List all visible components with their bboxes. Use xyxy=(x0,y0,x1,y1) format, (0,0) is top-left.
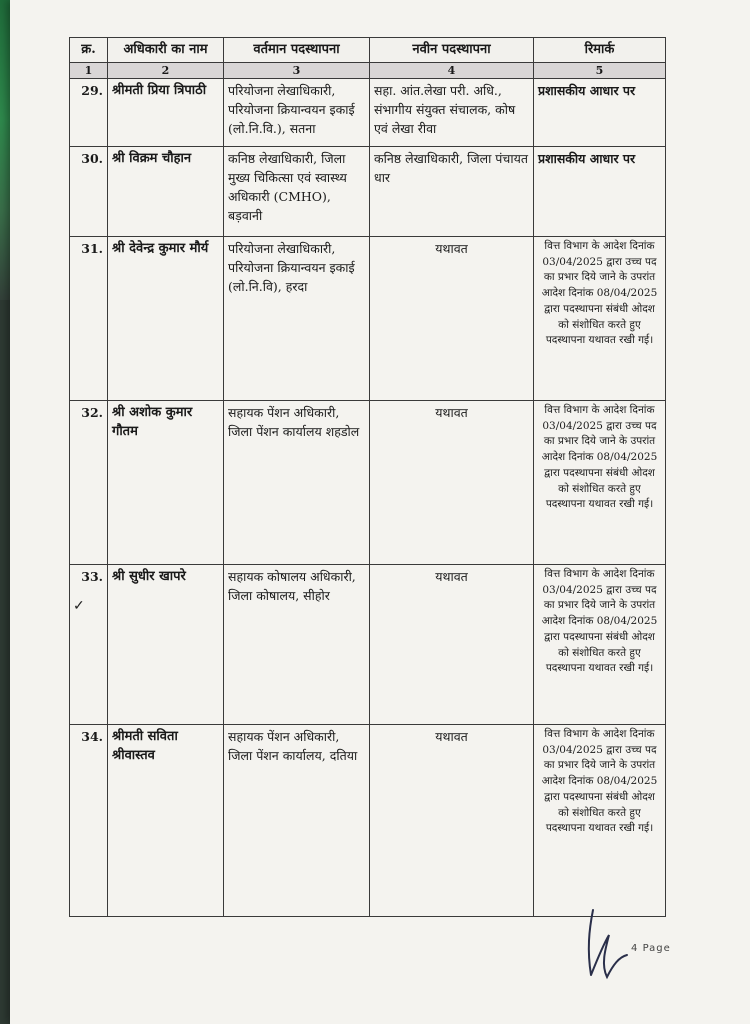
remark: वित्त विभाग के आदेश दिनांक 03/04/2025 द्वारा उच्च पद का प्रभार दिये जाने के उपरांत आदेश दिनांक 08/04/2025 द्वारा पदस्थापना संबंधी ओदश को संशोधित करते हुए पदस्थापना यथावत रखी गई। xyxy=(534,725,666,917)
new-posting: सहा. आंत.लेखा परी. अधि., संभागीय संयुक्त संचालक, कोष एवं लेखा रीवा xyxy=(370,79,534,147)
handwritten-signature xyxy=(583,905,633,985)
officer-name: श्री अशोक कुमार गौतम xyxy=(108,401,224,565)
new-posting: यथावत xyxy=(370,725,534,917)
column-number: 3 xyxy=(224,63,370,79)
header-row xyxy=(70,38,666,63)
current-posting: कनिष्ठ लेखाधिकारी, जिला मुख्य चिकित्सा एवं स्वास्थ्य अधिकारी (CMHO), बड़वानी xyxy=(224,147,370,237)
new-posting: यथावत xyxy=(370,401,534,565)
column-number: 2 xyxy=(108,63,224,79)
remark: वित्त विभाग के आदेश दिनांक 03/04/2025 द्वारा उच्च पद का प्रभार दिये जाने के उपरांत आदेश दिनांक 08/04/2025 द्वारा पदस्थापना संबंधी ओदश को संशोधित करते हुए पदस्थापना यथावत रखी गई। xyxy=(534,565,666,725)
row-serial-number: 32. xyxy=(70,401,108,565)
row-serial-number: 34. xyxy=(70,725,108,917)
current-posting: परियोजना लेखाधिकारी, परियोजना क्रियान्वयन इकाई (लो.नि.वि.), सतना xyxy=(224,79,370,147)
table-row xyxy=(70,79,666,147)
new-posting: यथावत xyxy=(370,565,534,725)
new-posting: कनिष्ठ लेखाधिकारी, जिला पंचायत धार xyxy=(370,147,534,237)
officer-name: श्रीमती सविता श्रीवास्तव xyxy=(108,725,224,917)
current-posting: परियोजना लेखाधिकारी, परियोजना क्रियान्वयन इकाई (लो.नि.वि), हरदा xyxy=(224,237,370,401)
new-posting: यथावत xyxy=(370,237,534,401)
officer-name: श्रीमती प्रिया त्रिपाठी xyxy=(108,79,224,147)
current-posting: सहायक कोषालय अधिकारी, जिला कोषालय, सीहोर xyxy=(224,565,370,725)
remark: प्रशासकीय आधार पर xyxy=(534,147,666,237)
officer-name: श्री देवेन्द्र कुमार मौर्य xyxy=(108,237,224,401)
column-number: 1 xyxy=(70,63,108,79)
row-serial-number: 33. xyxy=(70,565,108,725)
table-row xyxy=(70,237,666,401)
header-remark: रिमार्क xyxy=(534,38,666,63)
remark: प्रशासकीय आधार पर xyxy=(534,79,666,147)
officer-name: श्री सुधीर खापरे xyxy=(108,565,224,725)
page-number: 4 xyxy=(631,943,639,954)
table-row xyxy=(70,725,666,917)
header-officer-name: अधिकारी का नाम xyxy=(108,38,224,63)
table-row xyxy=(70,147,666,237)
column-number: 4 xyxy=(370,63,534,79)
officer-name: श्री विक्रम चौहान xyxy=(108,147,224,237)
column-number: 5 xyxy=(534,63,666,79)
header-sno: क्र. xyxy=(70,38,108,63)
remark: वित्त विभाग के आदेश दिनांक 03/04/2025 द्वारा उच्च पद का प्रभार दिये जाने के उपरांत आदेश दिनांक 08/04/2025 द्वारा पदस्थापना संबंधी ओदश को संशोधित करते हुए पदस्थापना यथावत रखी गई। xyxy=(534,401,666,565)
table-row xyxy=(70,401,666,565)
page-label-text: Page xyxy=(642,943,671,954)
page-indicator xyxy=(631,943,671,954)
posting-table xyxy=(69,37,666,917)
header-current-posting: वर्तमान पदस्थापना xyxy=(224,38,370,63)
pen-tick-mark: ✓ xyxy=(73,598,85,614)
header-new-posting: नवीन पदस्थापना xyxy=(370,38,534,63)
row-serial-number: 31. xyxy=(70,237,108,401)
current-posting: सहायक पेंशन अधिकारी, जिला पेंशन कार्यालय, दतिया xyxy=(224,725,370,917)
remark: वित्त विभाग के आदेश दिनांक 03/04/2025 द्वारा उच्च पद का प्रभार दिये जाने के उपरांत आदेश दिनांक 08/04/2025 द्वारा पदस्थापना संबंधी ओदश को संशोधित करते हुए पदस्थापना यथावत रखी गई। xyxy=(534,237,666,401)
current-posting: सहायक पेंशन अधिकारी, जिला पेंशन कार्यालय शहडोल xyxy=(224,401,370,565)
row-serial-number: 29. xyxy=(70,79,108,147)
row-serial-number: 30. xyxy=(70,147,108,237)
table-row xyxy=(70,565,666,725)
column-number-row xyxy=(70,63,666,79)
